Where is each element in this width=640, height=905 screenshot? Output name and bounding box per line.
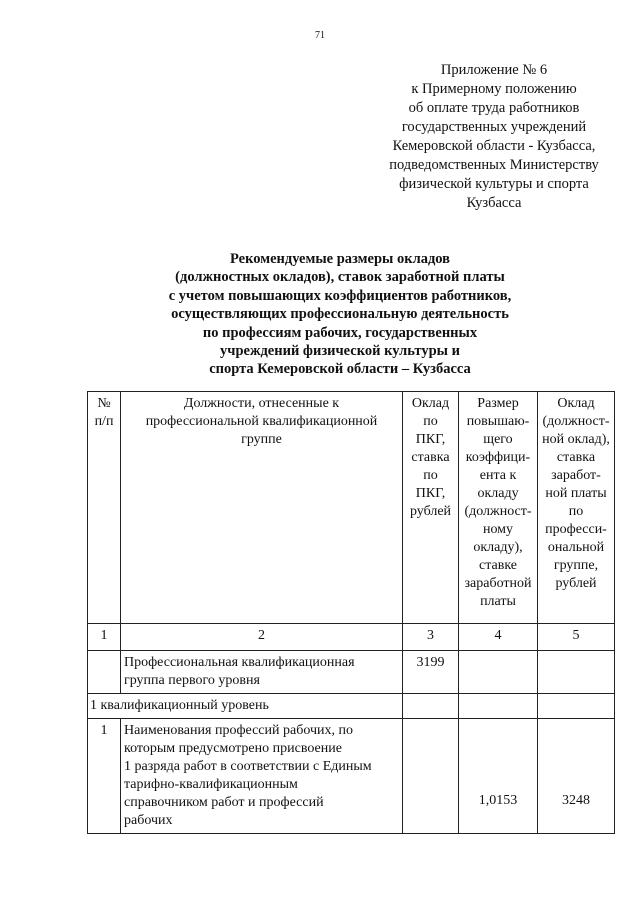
column-number-row xyxy=(88,624,615,651)
header-position xyxy=(121,392,403,624)
header-text: ставке xyxy=(479,558,517,573)
column-number: 4 xyxy=(459,624,538,651)
header-text: ной оклад), xyxy=(542,432,610,447)
header-text: № xyxy=(97,396,111,411)
header-text: по xyxy=(423,414,438,429)
page-number: 71 xyxy=(315,30,325,41)
group-coefficient-cell xyxy=(459,651,538,694)
appendix-line: подведомственных Министерству xyxy=(389,157,599,173)
row-coefficient: 1,0153 xyxy=(459,719,538,834)
appendix-line: Кемеровской области - Кузбасса, xyxy=(392,138,596,154)
header-text: рублей xyxy=(555,576,597,591)
group-pkg-salary: 3199 xyxy=(403,651,459,694)
appendix-line: физической культуры и спорта xyxy=(399,176,589,192)
header-text: професси- xyxy=(545,522,607,537)
header-text: Оклад xyxy=(411,396,450,411)
header-number xyxy=(88,392,121,624)
header-text: группе, xyxy=(553,558,599,573)
header-salary xyxy=(538,392,615,624)
title-line: по профессиям рабочих, государственных xyxy=(202,324,478,341)
appendix-line: Кузбасса xyxy=(466,195,522,211)
header-text: повышаю- xyxy=(466,414,530,429)
header-text: профессиональной квалификационной xyxy=(145,414,378,429)
header-text: ной платы xyxy=(545,486,607,501)
header-text: заработ- xyxy=(551,468,601,483)
header-text: окладу), xyxy=(473,540,523,555)
header-text: Должности, отнесенные к xyxy=(183,396,340,411)
header-text: (должност- xyxy=(542,414,610,429)
row-salary: 3248 xyxy=(538,719,615,834)
profession-line: которым предусмотрено присвоение xyxy=(124,741,342,756)
profession-line: тарифно-квалификационным xyxy=(124,777,298,792)
header-text: окладу xyxy=(477,486,519,501)
profession-line: справочником работ и профессий xyxy=(124,795,324,810)
header-text: платы xyxy=(480,594,516,609)
level-empty-cell xyxy=(403,694,459,719)
header-text: группе xyxy=(241,432,282,447)
header-text: рублей xyxy=(409,504,452,519)
salary-table xyxy=(87,391,615,834)
qualification-level: 1 квалификационный уровень xyxy=(88,694,403,719)
header-pkg-salary xyxy=(403,392,459,624)
group-row xyxy=(88,651,615,694)
group-salary-cell xyxy=(538,651,615,694)
header-text: ента к xyxy=(479,468,517,483)
header-text: ПКГ, xyxy=(415,432,446,447)
header-text: (должност- xyxy=(464,504,532,519)
header-text: ставка xyxy=(411,450,450,465)
column-number: 3 xyxy=(403,624,459,651)
appendix-line: Приложение № 6 xyxy=(440,62,548,78)
level-row xyxy=(88,694,615,719)
appendix-line: к Примерному положению xyxy=(411,81,577,97)
level-empty-cell xyxy=(538,694,615,719)
header-text: Размер xyxy=(477,396,519,411)
appendix-reference xyxy=(376,61,612,213)
title-line: с учетом повышающих коэффициентов работников, xyxy=(168,287,512,304)
header-text: по xyxy=(423,468,438,483)
header-text: ному xyxy=(482,522,514,537)
header-text: коэффици- xyxy=(465,450,531,465)
title-line: учреждений физической культуры и xyxy=(220,343,460,360)
title-line: (должностных окладов), ставок заработной платы xyxy=(175,269,505,286)
header-text: ставка xyxy=(556,450,596,465)
profession-line: 1 разряда работ в соответствии с Единым xyxy=(124,759,372,774)
row-pkg-salary-cell xyxy=(403,719,459,834)
header-text: Оклад xyxy=(557,396,595,411)
profession-line: рабочих xyxy=(124,813,173,828)
appendix-line: государственных учреждений xyxy=(401,119,587,135)
title-line: Рекомендуемые размеры окладов xyxy=(229,251,451,267)
group-name-line: Профессиональная квалификационная xyxy=(124,655,355,670)
group-name xyxy=(121,651,403,694)
header-text: заработной xyxy=(464,576,532,591)
header-coefficient xyxy=(459,392,538,624)
group-name-line: группа первого уровня xyxy=(124,673,260,688)
appendix-line: об оплате труда работников xyxy=(408,100,580,116)
header-text: по xyxy=(568,504,584,519)
header-text: ональной xyxy=(547,540,605,555)
title-line: осуществляющих профессиональную деятельность xyxy=(171,306,509,323)
row-profession-name xyxy=(121,719,403,834)
table-row xyxy=(88,719,615,834)
table-header-row xyxy=(88,392,615,624)
title-line: спорта Кемеровской области – Кузбасса xyxy=(209,361,471,378)
header-text: ПКГ, xyxy=(415,486,446,501)
column-number: 2 xyxy=(121,624,403,651)
profession-line: Наименования профессий рабочих, по xyxy=(124,723,353,738)
row-number: 1 xyxy=(88,719,121,834)
level-empty-cell xyxy=(459,694,538,719)
column-number: 1 xyxy=(88,624,121,651)
document-title xyxy=(60,250,620,379)
column-number: 5 xyxy=(538,624,615,651)
header-text: п/п xyxy=(94,414,114,429)
header-text: щего xyxy=(483,432,513,447)
group-number-cell xyxy=(88,651,121,694)
